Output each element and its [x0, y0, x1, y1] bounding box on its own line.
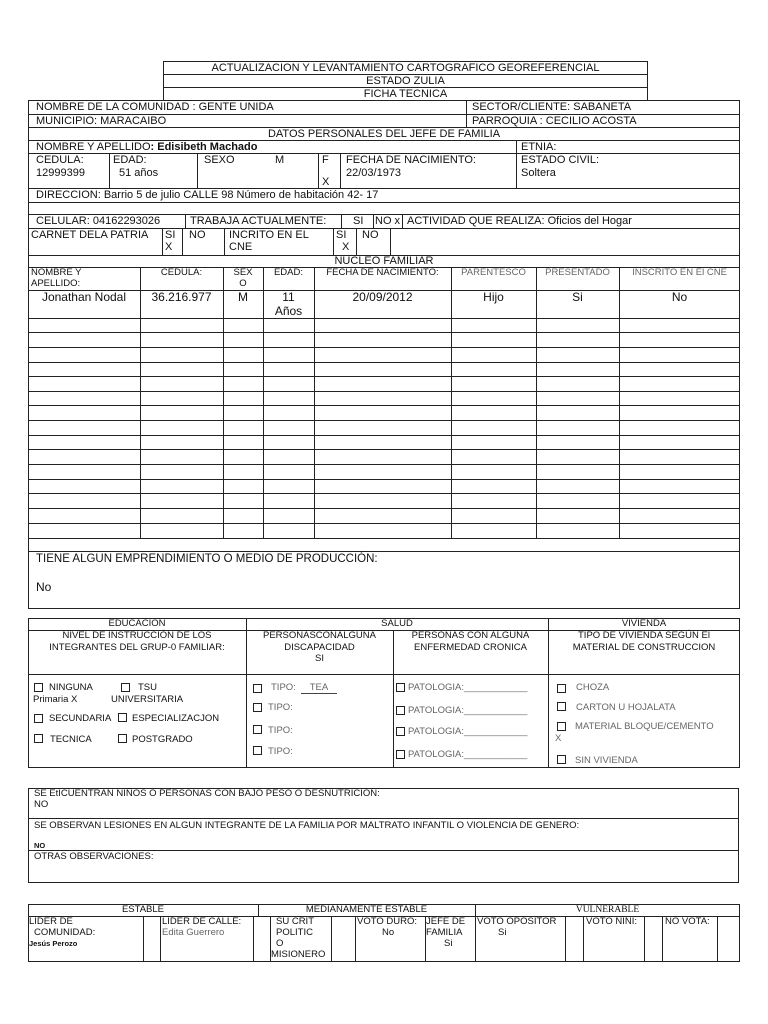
table-row [28, 376, 740, 377]
voto-opositor-label: VOTO OPOSITOR [477, 916, 557, 927]
community-name: NOMBRE DE LA COMUNIDAD : GENTE UNIDA [36, 101, 274, 113]
row0-parentesco: Hijo [483, 290, 504, 304]
choza-label: CHOZA [576, 682, 610, 693]
disc-subheader: PERSONASCONALGUNA [263, 630, 376, 641]
divider [340, 153, 341, 188]
edu-subheader-2: INTEGRANTES DEL GRUP-0 FAMILIAR: [49, 642, 225, 653]
politica-medianamente: MEDIANAMENTE ESTABLE [305, 904, 428, 915]
jefe-civil-label: ESTADO CIVIL: [521, 154, 600, 166]
choza-checkbox[interactable] [557, 684, 566, 693]
jefe-sexo-f: F [322, 154, 329, 166]
jefe-cne2: CNE [229, 241, 253, 253]
enf-subheader: PERSONAS CON ALGUNA [411, 630, 530, 641]
divider [143, 916, 144, 962]
emprendimiento-label: TIENE ALGUN EMPRENDIMIENTO O MEDIO DE PRODUCCIÓN: [36, 553, 378, 565]
jefe-cne-x: X [342, 241, 350, 253]
col-header-fecha: FECHA DE NACIMIENTO: [326, 267, 439, 278]
carton-label: CARTON U HOJALATA [576, 702, 676, 713]
edu-subheader: NIVEL DE INSTRUCCIÓN DE LOS [62, 630, 212, 641]
divider [475, 916, 476, 962]
tipo1-value: TEA [301, 683, 337, 694]
su-crit-label-3: O [276, 938, 284, 949]
disc-subheader-2: DISCAPACIDAD [284, 642, 355, 653]
jefe-edad-value: 51 años [119, 167, 159, 179]
nucleo-title: NUCLEO FAMILIAR [334, 255, 434, 267]
row0-edad: 11 [282, 290, 295, 304]
divider [182, 228, 183, 255]
jefe-familia-value: Si [444, 938, 453, 949]
lider-calle-value: Edita Guerrero [162, 927, 225, 938]
carton-checkbox[interactable] [557, 702, 566, 711]
su-crit-label: SU CRIT [276, 916, 314, 927]
row0-cne: No [671, 290, 688, 304]
divider [109, 153, 110, 188]
table-row [28, 332, 740, 333]
divider [373, 214, 374, 228]
jefe-sexo-mark: X [322, 176, 330, 188]
observaciones-box [28, 788, 739, 883]
row0-edad-unit: Años [274, 304, 303, 318]
patologia1-label: PATOLOGIA:____________ [408, 682, 528, 693]
tipo4-checkbox[interactable] [253, 746, 262, 755]
patologia2-label: PATOLOGIA:____________ [408, 705, 528, 716]
header-form: FICHA TECNICA [363, 88, 448, 100]
table-row [28, 464, 740, 465]
jefe-fecha-value: 22/03/1973 [346, 167, 402, 179]
divider [583, 916, 584, 962]
section-educacion: EDUCACION [108, 618, 166, 629]
community-sector: SECTOR/CLIENTE: SABANETA [472, 101, 632, 113]
patologia3-label: PATOLOGIA:____________ [408, 726, 528, 737]
divider [402, 214, 403, 228]
jefe-direccion: DIRECCION: Barrio 5 de julio CALLE 98 Número de habitación 42- 17 [36, 189, 379, 201]
col-header-edad: EDAD: [273, 267, 304, 278]
tipo2-label: TIPO: [268, 702, 293, 713]
section-vivienda: VIVIENDA [621, 618, 667, 629]
col-header-nombre: NOMBRE Y [31, 267, 82, 278]
jefe-nombre-label: NOMBRE Y APELLIDO [36, 141, 151, 153]
tsu-label: TSU [138, 682, 157, 693]
community-parroquia: PARROQUIA : CECILIO ACOSTA [472, 115, 637, 127]
sin-vivienda-checkbox[interactable] [557, 755, 566, 764]
divider [390, 228, 391, 255]
jefe-cne: INCRITO EN EL [229, 229, 309, 241]
divider [565, 916, 566, 962]
tipo1-label: TIPO: [271, 682, 296, 693]
table-row [28, 405, 740, 406]
voto-nini-label: VOTO NINI: [586, 916, 638, 927]
lider-comunidad-label: LIDER DE [29, 916, 73, 927]
bloque-mark: X [555, 733, 562, 744]
table-row [28, 523, 740, 524]
universitaria-label: UNIVERSITARIA [111, 694, 184, 705]
divider [28, 202, 740, 203]
enf-subheader-2: ENFERMEDAD CRONICA [414, 642, 527, 653]
tecnica-checkbox[interactable] [34, 734, 43, 743]
sin-vivienda-label: SIN VIVIENDA [575, 755, 638, 766]
tsu-checkbox[interactable] [121, 683, 130, 692]
table-row [28, 493, 740, 494]
table-row [28, 449, 740, 450]
divider [644, 916, 645, 962]
primaria-label: Primaria X [33, 694, 78, 705]
patologia1-checkbox[interactable] [396, 683, 405, 692]
disc-subheader-3: SI [315, 653, 324, 664]
community-municipio: MUNICIPIO: MARACAIBO [36, 115, 167, 127]
divider [331, 916, 332, 962]
divider [333, 228, 334, 255]
jefe-sexo-m: M [275, 154, 285, 166]
nutricion-label: SE EtICUENTRAN NIÑOS O PERSONAS CON BAJO PESO O DESNUTRICION: [34, 788, 380, 799]
lesiones-label: SE OBSERVAN LESIONES EN ALGUN INTEGRANTE DE LA FAMILIA POR MALTRATO INFANTIL O VIOLENCIA DE GENERO: [34, 820, 580, 831]
su-crit-label-4: MISIONERO [271, 949, 326, 960]
jefe-cedula-value: 12999399 [36, 167, 85, 179]
jefe-civil-value: Soltera [521, 167, 556, 179]
table-row [28, 551, 740, 552]
tipo1-checkbox[interactable] [253, 684, 262, 693]
postgrado-label: POSTGRADO [132, 734, 193, 745]
divider [662, 916, 663, 962]
lider-calle-label: LIDER DE CALLE: [162, 916, 242, 927]
col-header-cedula: CEDULA: [160, 267, 203, 278]
row0-fecha: 20/09/2012 [352, 290, 413, 304]
table-row [28, 420, 740, 421]
divider [355, 916, 356, 962]
divider [451, 267, 452, 538]
col-header-sexo: SEX [233, 267, 253, 278]
jefe-edad-label: EDAD: [113, 154, 147, 166]
no-vota-label: NO VOTA: [665, 916, 710, 927]
row0-presentado: Si [572, 290, 583, 304]
jefe-etnia: ETNIA: [521, 141, 557, 153]
jefe-cne-no: NO [362, 229, 379, 241]
jefe-actividad: ACTIVIDAD QUE REALIZA: Oficios del Hogar [407, 215, 632, 227]
jefe-trabaja-si: SI [353, 215, 364, 227]
divider [28, 818, 739, 819]
divider [619, 267, 620, 538]
divider [466, 100, 467, 127]
bloque-checkbox[interactable] [557, 722, 566, 731]
divider [224, 228, 225, 255]
especializacion-label: ESPECIALIZACJON [132, 713, 220, 724]
table-row [28, 435, 740, 436]
jefe-carnet-x: X [165, 241, 173, 253]
viv-subheader-2: MATERIAL DE CONSTRUCCION [572, 642, 716, 653]
lesiones-value: NO [34, 841, 46, 850]
table-row [28, 318, 740, 319]
divider [185, 214, 186, 228]
politica-vulnerable: VULNERABLE [575, 905, 640, 915]
divider [717, 916, 718, 962]
divider [536, 267, 537, 538]
divider [253, 916, 254, 962]
jefe-cne-si: SI [336, 229, 347, 241]
row0-sexo: M [238, 290, 248, 304]
tipo2-checkbox[interactable] [253, 703, 262, 712]
jefe-cedula-label: CEDULA: [36, 154, 84, 166]
patologia2-checkbox[interactable] [396, 706, 405, 715]
nutricion-value: NO [34, 799, 49, 810]
divider [318, 153, 319, 188]
table-row [28, 508, 740, 509]
viv-subheader: TIPO DE VIVIENDA SEGÚN El [578, 630, 710, 641]
divider [28, 674, 740, 675]
table-row [28, 347, 740, 348]
lider-comunidad-value: Jesús Perozo [29, 939, 78, 948]
divider [197, 153, 198, 188]
col-header-nombre-2: APELLIDO: [31, 278, 81, 289]
voto-duro-label: VOTO DURO: [357, 916, 417, 927]
divider [356, 228, 357, 255]
bloque-label: MATERIAL BLOQUE/CEMENTO [575, 721, 714, 732]
col-header-cne: INSCRITO EN El CNE [632, 267, 727, 278]
table-row [28, 538, 740, 539]
jefe-carnet: CARNET DELA PATRIA [31, 229, 149, 241]
jefe-familia-label: JEFE DE [426, 916, 466, 927]
tipo3-checkbox[interactable] [253, 725, 262, 734]
postgrado-checkbox[interactable] [118, 734, 127, 743]
table-row [28, 362, 740, 363]
otras-observaciones-label: OTRAS OBSERVACIONES: [34, 851, 154, 862]
jefe-celular: CELULAR: 04162293026 [36, 215, 161, 227]
jefe-carnet-si: SI [165, 229, 176, 241]
patologia4-checkbox[interactable] [396, 750, 405, 759]
col-header-presentado: PRESENTADO [545, 267, 610, 278]
divider [223, 267, 224, 538]
table-row [28, 391, 740, 392]
divider [341, 214, 342, 228]
patologia4-label: PATOLOGIA:____________ [408, 749, 528, 760]
divider [314, 267, 315, 538]
col-header-sexo-2: O [239, 278, 247, 289]
col-header-parentesco: PARENTESCO [461, 267, 526, 278]
ninguna-label: NINGUNA [49, 682, 93, 693]
divider [162, 228, 163, 255]
lider-comunidad-label-2: COMUNIDAD: [34, 927, 96, 938]
header-title: ACTUALIZACION Y LEVANTAMIENTO CARTOGRAFICO GEOREFERENCIAL [211, 62, 600, 74]
jefe-trabaja-no: NO x [375, 215, 401, 227]
emprendimiento-value: No [36, 580, 52, 594]
secundaria-checkbox[interactable] [34, 714, 43, 723]
row0-nombre: Jonathan Nodal [41, 290, 127, 304]
tipo4-label: TIPO: [268, 746, 293, 757]
jefe-fecha-label: FECHA DE NACIMIENTO: [346, 154, 476, 166]
jefe-section-title: DATOS PERSONALES DEL JEFE DE FAMILIA [267, 128, 501, 140]
jefe-sexo-label: SEXO [204, 154, 235, 166]
table-row [28, 479, 740, 480]
voto-duro-value: No [382, 927, 395, 938]
politica-estable: ESTABLE [121, 904, 165, 915]
jefe-nombre-value: : Edisibeth Machado [150, 141, 258, 153]
jefe-carnet-no: NO [189, 229, 206, 241]
jefe-trabaja: TRABAJA ACTUALMENTE: [190, 215, 327, 227]
tecnica-label: TECNICA [50, 734, 92, 745]
divider [160, 916, 161, 962]
row0-cedula: 36.216.977 [151, 290, 212, 304]
tipo3-label: TIPO: [268, 725, 293, 736]
voto-opositor-value: Si [498, 927, 507, 938]
divider [140, 267, 141, 538]
section-salud: SALUD [381, 618, 413, 629]
jefe-familia-label-2: FAMILIA [426, 927, 463, 938]
jefe-nombre [36, 141, 258, 153]
secundaria-label: SECUNDARIA [49, 713, 112, 724]
divider [516, 140, 517, 188]
su-crit-label-2: POLITIC [276, 927, 313, 938]
patologia3-checkbox[interactable] [396, 727, 405, 736]
especializacion-checkbox[interactable] [118, 713, 127, 722]
header-state: ESTADO ZULIA [366, 75, 445, 87]
ninguna-checkbox[interactable] [34, 683, 43, 692]
